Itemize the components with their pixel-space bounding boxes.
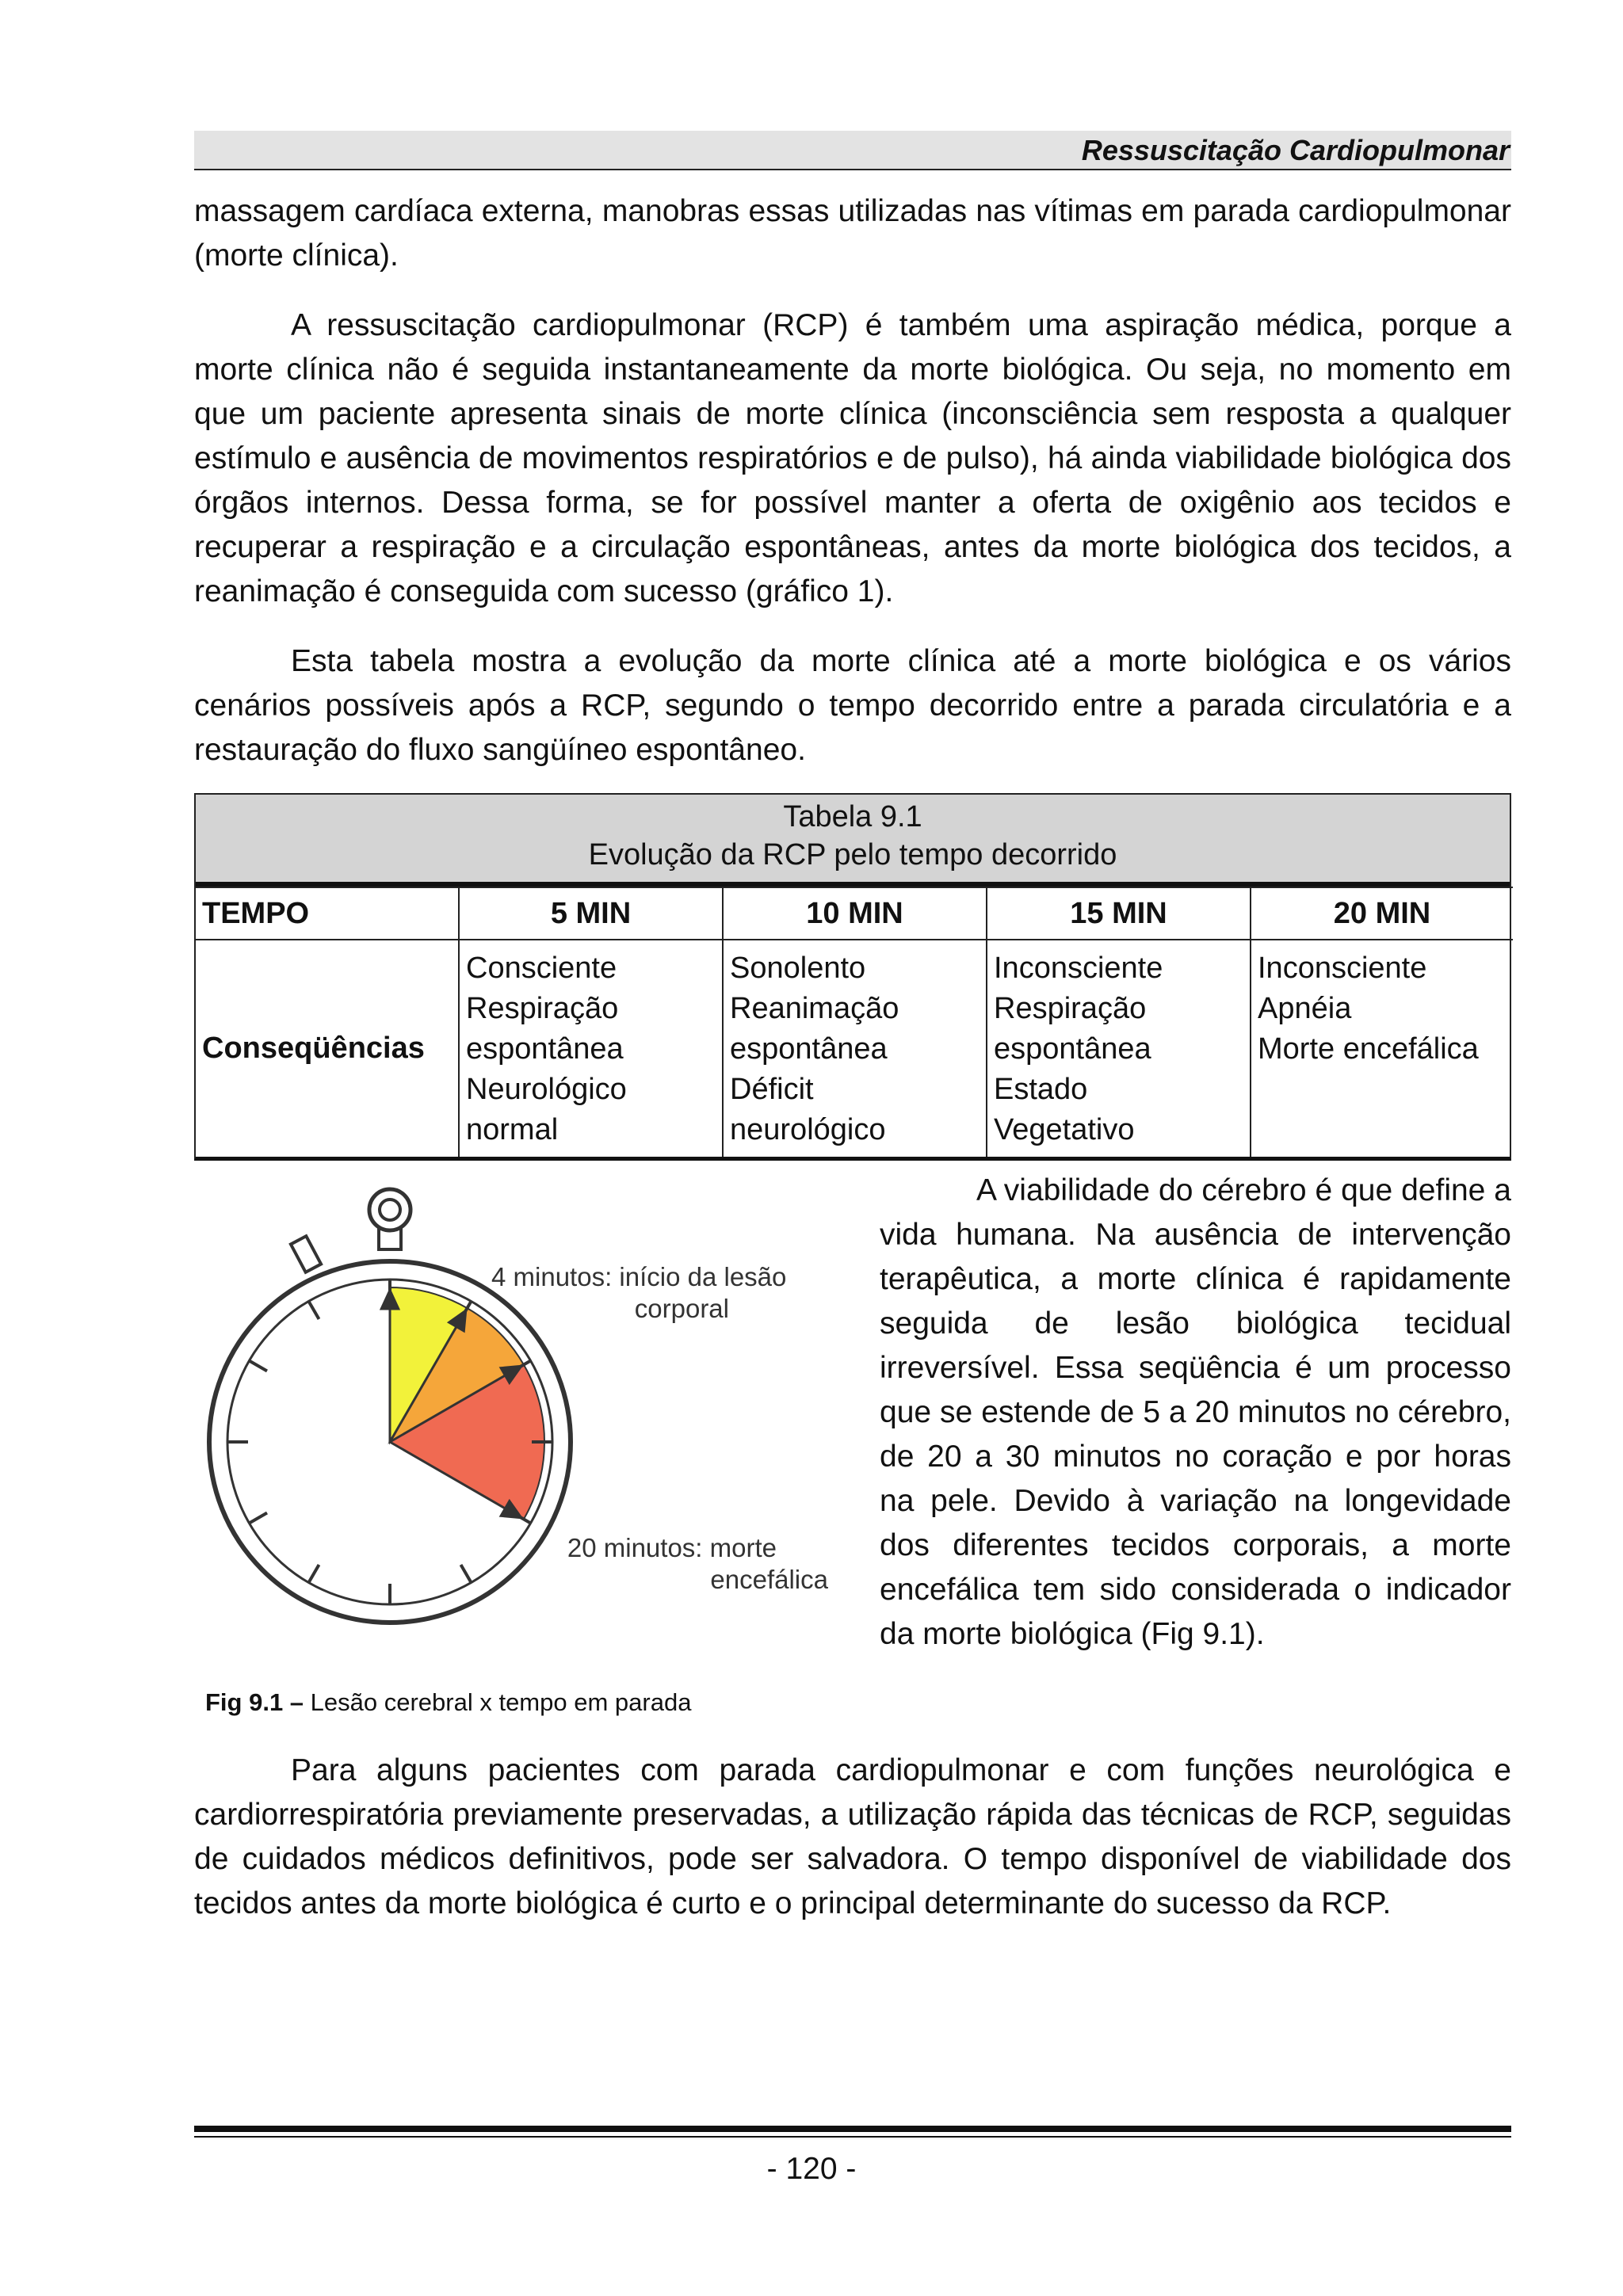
- page: [194, 131, 1511, 1926]
- cell-line: Sonolento: [730, 952, 866, 985]
- cell-line: Vegetativo: [994, 1113, 1135, 1146]
- table-9-1: [194, 793, 1511, 1161]
- table-caption: [196, 795, 1510, 887]
- cell-line: espontânea: [994, 1032, 1151, 1066]
- cell-line: Consciente: [466, 952, 617, 985]
- stopwatch-illustration: [194, 1184, 844, 1676]
- paragraph-1: massagem cardíaca externa, manobras essas utilizadas nas vítimas em parada cardiopulmonar (morte clínica).: [194, 194, 1511, 273]
- header-20-min: 20 MIN: [1251, 887, 1513, 940]
- cell-line: Inconsciente: [994, 952, 1163, 985]
- cell-line: espontânea: [466, 1032, 624, 1066]
- paragraph-2: A ressuscitação cardiopulmonar (RCP) é também uma aspiração médica, porque a morte clínica não é seguida instantaneamente da morte biológica. Ou seja, no momento em que um paciente apresenta sinais de morte clínica (inconsciência sem resposta a qualquer estímulo e ausência de movimentos respiratórios e de pulso), há ainda viabilidade biológica dos órgãos internos. Dessa forma, se for possível manter a oferta de oxigênio aos tecidos e recuperar a respiração e a circulação espontâneas, antes da morte biológica dos tecidos, a reanimação é conseguida com sucesso (gráfico 1).: [194, 308, 1511, 608]
- paragraph-side: A viabilidade do cérebro é que define a vida humana. Na ausência de intervenção terapêutica, a morte clínica é rapidamente seguida de lesão biológica tecidual irreversível. Essa seqüência é um processo que se estende de 5 a 20 minutos no cérebro, de 20 a 30 minutos no coração e por horas na pele. Devido à variação na longevidade dos diferentes tecidos corporais, a morte encefálica tem sido considerada o indicador da morte biológica (Fig 9.1).: [880, 1173, 1511, 1651]
- cell-line: Neurológico: [466, 1073, 627, 1106]
- cell-line: Morte encefálica: [1258, 1032, 1479, 1066]
- stopwatch-side-button: [291, 1236, 321, 1272]
- label-20-min-line2: encefálica: [710, 1565, 828, 1594]
- header-title: Ressuscitação Cardiopulmonar: [1081, 134, 1510, 166]
- running-header: [194, 131, 1511, 170]
- cell-line: Respiração: [466, 992, 619, 1025]
- figure-caption-label: Fig 9.1 –: [205, 1688, 304, 1716]
- cell-line: normal: [466, 1113, 559, 1146]
- table-row-consequencias: [196, 940, 1513, 1157]
- figure-caption-text: Lesão cerebral x tempo em parada: [304, 1688, 692, 1716]
- cell-line: Respiração: [994, 992, 1147, 1025]
- footer-rule-thin: [194, 2136, 1511, 2138]
- cell-line: Déficit: [730, 1073, 814, 1106]
- cell-line: Estado: [994, 1073, 1088, 1106]
- label-4-min-line1: 4 minutos: início da lesão: [491, 1262, 787, 1291]
- label-20-min-line1: 20 minutos: morte: [567, 1533, 777, 1562]
- cell-line: Inconsciente: [1258, 952, 1427, 985]
- figure-caption: [205, 1688, 691, 1717]
- footer-rule-thick: [194, 2126, 1511, 2132]
- cell-line: Apnéia: [1258, 992, 1352, 1025]
- table-header-row: [196, 887, 1513, 940]
- cell-line: neurológico: [730, 1113, 886, 1146]
- cell-10-min: [723, 940, 987, 1157]
- header-5-min: 5 MIN: [459, 887, 723, 940]
- row-label-consequencias: Conseqüências: [196, 940, 459, 1157]
- cell-line: espontânea: [730, 1032, 888, 1066]
- rcp-table: [196, 887, 1513, 1157]
- label-4-min-line2: corporal: [634, 1294, 729, 1323]
- figure-9-1: [194, 1169, 844, 1739]
- page-number: - 120 -: [766, 2152, 857, 2186]
- header-15-min: 15 MIN: [987, 887, 1251, 940]
- header-tempo: TEMPO: [196, 887, 459, 940]
- figure-section: [194, 1169, 1511, 1739]
- cell-5-min: [459, 940, 723, 1157]
- cell-15-min: [987, 940, 1251, 1157]
- paragraph-3: Esta tabela mostra a evolução da morte clínica até a morte biológica e os vários cenários possíveis após a RCP, segundo o tempo decorrido entre a parada circulatória e a restauração do fluxo sangüíneo espontâneo.: [194, 644, 1511, 767]
- stopwatch-ring-inner: [380, 1199, 400, 1220]
- header-10-min: 10 MIN: [723, 887, 987, 940]
- paragraph-final: Para alguns pacientes com parada cardiopulmonar e com funções neurológica e cardiorrespiratória previamente preservadas, a utilização rápida das técnicas de RCP, seguidas de cuidados médicos definitivos, pode ser salvadora. O tempo disponível de viabilidade dos tecidos antes da morte biológica é curto e o principal determinante do sucesso da RCP.: [194, 1753, 1511, 1920]
- table-caption-title: Tabela 9.1: [783, 800, 922, 833]
- cell-20-min: [1251, 940, 1513, 1157]
- cell-line: Reanimação: [730, 992, 899, 1025]
- table-caption-subtitle: Evolução da RCP pelo tempo decorrido: [588, 838, 1117, 871]
